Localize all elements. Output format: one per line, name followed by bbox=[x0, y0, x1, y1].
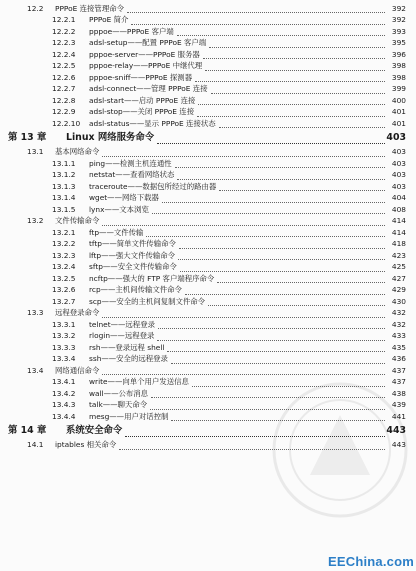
toc-leader-dots bbox=[209, 38, 385, 48]
toc-subsection-entry[interactable] bbox=[0, 342, 416, 354]
toc-entry-number: 13.1.3 bbox=[52, 181, 76, 191]
toc-entry-number: 13.1.2 bbox=[52, 170, 76, 179]
toc-section-entry[interactable] bbox=[0, 3, 416, 14]
toc-entry-number: 13.2 bbox=[27, 216, 44, 225]
toc-entry-title: adsl-connect——管理 PPPoE 连接 bbox=[89, 84, 208, 93]
toc-page-number: 437 bbox=[391, 365, 406, 375]
toc-leader-dots bbox=[158, 319, 385, 329]
toc-leader-dots bbox=[119, 440, 385, 450]
toc-entry-title: 基本网络命令 bbox=[55, 147, 100, 156]
toc-subsection-entry[interactable] bbox=[0, 376, 416, 388]
toc-entry-title: pppoe-relay——PPPoE 中继代理 bbox=[89, 61, 203, 70]
toc-entry-number: 13.1.4 bbox=[52, 193, 76, 202]
toc-entry-title: tftp——简单文件传输命令 bbox=[89, 239, 176, 248]
toc-entry-title: 网络通信命令 bbox=[55, 365, 100, 375]
toc-subsection-entry[interactable] bbox=[0, 83, 416, 95]
toc-entry-title: telnet——远程登录 bbox=[89, 319, 155, 329]
toc-leader-dots bbox=[211, 84, 385, 94]
toc-page-number: 441 bbox=[391, 411, 406, 421]
toc-page-number: 432 bbox=[391, 308, 406, 317]
toc-subsection-entry[interactable] bbox=[0, 49, 416, 61]
toc-leader-dots bbox=[197, 107, 385, 117]
toc-leader-dots bbox=[146, 227, 385, 237]
toc-subsection-entry[interactable] bbox=[0, 95, 416, 107]
toc-entry-title: ftp——文件传输 bbox=[89, 227, 144, 237]
toc-section-entry[interactable] bbox=[0, 307, 416, 319]
toc-subsection-entry[interactable] bbox=[0, 118, 416, 130]
toc-entry-number: 13.1.1 bbox=[52, 158, 76, 168]
toc-page-number: 392 bbox=[391, 3, 406, 13]
toc-page-number: 403 bbox=[391, 158, 406, 168]
toc-entry-number: 13.2.5 bbox=[52, 273, 76, 283]
toc-entry-number: 13.3.1 bbox=[52, 319, 76, 329]
toc-page-number: 403 bbox=[386, 132, 406, 143]
toc-entry-title: 远程登录命令 bbox=[55, 308, 100, 317]
toc-entry-number: 13.2.2 bbox=[52, 239, 76, 248]
toc-subsection-entry[interactable] bbox=[0, 284, 416, 296]
toc-subsection-entry[interactable] bbox=[0, 72, 416, 84]
toc-entry-number: 13.3.2 bbox=[52, 331, 76, 340]
toc-entry-number: 13.3.4 bbox=[52, 354, 76, 363]
toc-subsection-entry[interactable] bbox=[0, 169, 416, 181]
toc-leader-dots bbox=[180, 262, 385, 272]
toc-subsection-entry[interactable] bbox=[0, 411, 416, 423]
toc-leader-dots bbox=[179, 239, 385, 249]
toc-page-number: 432 bbox=[391, 319, 406, 329]
toc-entry-title: ping——检测主机连通性 bbox=[89, 158, 172, 168]
toc-entry-title: traceroute——数据包所经过的路由器 bbox=[89, 181, 217, 191]
toc-entry-number: 13.2.4 bbox=[52, 262, 76, 271]
toc-entry-title: pppoe——PPPoE 客户端 bbox=[89, 26, 174, 36]
toc-page-number: 404 bbox=[391, 193, 406, 202]
toc-subsection-entry[interactable] bbox=[0, 388, 416, 400]
toc-page-number: 429 bbox=[391, 285, 406, 294]
toc-entry-title: adsl-status——显示 PPPoE 连接状态 bbox=[89, 118, 216, 128]
toc-page-number: 430 bbox=[391, 296, 406, 306]
toc-entry-title: sftp——安全文件传输命令 bbox=[89, 262, 177, 271]
toc-leader-dots bbox=[102, 365, 385, 375]
toc-entry-number: 13.2.1 bbox=[52, 227, 76, 237]
toc-entry-title: adsl-setup——配置 PPPoE 客户端 bbox=[89, 38, 207, 47]
toc-entry-number: 13.2.3 bbox=[52, 250, 76, 260]
toc-entry-title: adsl-stop——关闭 PPPoE 连接 bbox=[89, 107, 195, 116]
toc-leader-dots bbox=[162, 193, 385, 203]
toc-entry-number: 13.4.4 bbox=[52, 411, 76, 421]
toc-entry-number: 13.4.3 bbox=[52, 400, 76, 409]
toc-leader-dots bbox=[219, 118, 385, 128]
toc-entry-number: 12.2.6 bbox=[52, 72, 76, 82]
toc-entry-number: 13.3 bbox=[27, 308, 44, 317]
toc-page-number: 414 bbox=[391, 216, 406, 225]
toc-entry-title: scp——安全的主机间复制文件命令 bbox=[89, 296, 206, 306]
toc-entry-title: Linux 网络服务命令 bbox=[66, 132, 155, 143]
toc-section-entry[interactable] bbox=[0, 215, 416, 227]
toc-entry-title: PPPoE 简介 bbox=[89, 15, 129, 24]
toc-page-number: 393 bbox=[391, 26, 406, 36]
toc-leader-dots bbox=[171, 411, 385, 421]
toc-section-entry[interactable] bbox=[0, 439, 416, 451]
toc-page-number: 439 bbox=[391, 400, 406, 409]
toc-subsection-entry[interactable] bbox=[0, 399, 416, 411]
toc-entry-title: ssh——安全的远程登录 bbox=[89, 354, 168, 363]
toc-page-number: 401 bbox=[391, 107, 406, 116]
toc-subsection-entry[interactable] bbox=[0, 106, 416, 118]
toc-page-number: 427 bbox=[391, 273, 406, 283]
toc-entry-title: lynx——文本浏览 bbox=[89, 204, 149, 214]
toc-entry-number: 13.2.7 bbox=[52, 296, 76, 306]
toc-subsection-entry[interactable] bbox=[0, 319, 416, 331]
toc-leader-dots bbox=[125, 427, 385, 437]
toc-entry-title: mesg——用户对话控制 bbox=[89, 411, 169, 421]
toc-subsection-entry[interactable] bbox=[0, 261, 416, 273]
toc-entry-title: PPPoE 连接管理命令 bbox=[55, 3, 124, 13]
toc-leader-dots bbox=[102, 216, 385, 226]
toc-page-number: 403 bbox=[391, 147, 406, 156]
toc-entry-number: 12.2 bbox=[27, 3, 44, 13]
toc-entry-title: wall——公布消息 bbox=[89, 388, 149, 398]
toc-subsection-entry[interactable] bbox=[0, 330, 416, 342]
toc-entry-number: 12.2.8 bbox=[52, 95, 76, 105]
toc-page-number: 437 bbox=[391, 377, 406, 386]
toc-entry-number: 第 13 章 bbox=[8, 132, 47, 143]
toc-leader-dots bbox=[192, 377, 385, 387]
toc-section-entry[interactable] bbox=[0, 146, 416, 158]
toc-leader-dots bbox=[127, 3, 385, 13]
toc-entry-number: 12.2.1 bbox=[52, 15, 76, 24]
toc-subsection-entry[interactable] bbox=[0, 227, 416, 239]
toc-entry-title: iptables 相关命令 bbox=[55, 440, 117, 449]
toc-entry-title: rlogin——远程登录 bbox=[89, 331, 155, 340]
toc-leader-dots bbox=[198, 95, 385, 105]
toc-leader-dots bbox=[152, 204, 385, 214]
toc-page-number: 443 bbox=[386, 425, 406, 436]
toc-entry-title: pppoe-server——PPPoE 服务器 bbox=[89, 49, 200, 59]
toc-leader-dots bbox=[157, 331, 385, 341]
toc-page-number: 400 bbox=[391, 95, 406, 105]
toc-page-number: 418 bbox=[391, 239, 406, 248]
toc-subsection-entry[interactable] bbox=[0, 250, 416, 262]
toc-entry-number: 12.2.10 bbox=[52, 118, 81, 128]
toc-page-number: 401 bbox=[391, 118, 406, 128]
toc-page-number: 403 bbox=[391, 181, 406, 191]
toc-leader-dots bbox=[178, 250, 385, 260]
toc-page-number: 436 bbox=[391, 354, 406, 363]
toc-leader-dots bbox=[167, 342, 385, 352]
toc-entry-number: 12.2.7 bbox=[52, 84, 76, 93]
toc-page-number: 398 bbox=[391, 72, 406, 82]
toc-leader-dots bbox=[131, 15, 385, 25]
toc-page-number: 443 bbox=[391, 440, 406, 449]
toc-leader-dots bbox=[217, 273, 385, 283]
toc-entry-number: 12.2.5 bbox=[52, 61, 76, 70]
toc-entry-title: talk——聊天命令 bbox=[89, 400, 148, 409]
toc-entry-number: 13.2.6 bbox=[52, 285, 76, 294]
toc-subsection-entry[interactable] bbox=[0, 204, 416, 216]
toc-subsection-entry[interactable] bbox=[0, 296, 416, 308]
toc-entry-number: 12.2.2 bbox=[52, 26, 76, 36]
toc-subsection-entry[interactable] bbox=[0, 273, 416, 285]
toc-entry-number: 14.1 bbox=[27, 440, 44, 449]
toc-leader-dots bbox=[203, 49, 385, 59]
toc-entry-title: ncftp——强大的 FTP 客户端程序命令 bbox=[89, 273, 215, 283]
toc-entry-number: 13.4.2 bbox=[52, 388, 76, 398]
toc-entry-title: write——向单个用户发送信息 bbox=[89, 377, 189, 386]
toc-chapter-entry[interactable] bbox=[0, 131, 416, 145]
toc-entry-title: pppoe-sniff——PPPoE 探测器 bbox=[89, 72, 193, 82]
watermark-text: EEChina.com bbox=[328, 554, 414, 569]
toc-page-number: 435 bbox=[391, 342, 406, 352]
toc-page-number: 425 bbox=[391, 262, 406, 271]
toc-leader-dots bbox=[150, 400, 385, 410]
toc-entry-title: 文件传输命令 bbox=[55, 216, 100, 225]
toc-subsection-entry[interactable] bbox=[0, 158, 416, 170]
toc-entry-title: adsl-start——启动 PPPoE 连接 bbox=[89, 95, 196, 105]
toc-chapter-entry[interactable] bbox=[0, 424, 416, 438]
toc-leader-dots bbox=[102, 147, 385, 157]
toc-subsection-entry[interactable] bbox=[0, 192, 416, 204]
toc-page-number: 414 bbox=[391, 227, 406, 237]
toc-entry-title: netstat——查看网络状态 bbox=[89, 170, 175, 179]
table-of-contents bbox=[0, 3, 416, 451]
toc-entry-number: 13.4 bbox=[27, 365, 44, 375]
toc-entry-title: wget——网络下载器 bbox=[89, 193, 159, 202]
toc-page-number: 408 bbox=[391, 204, 406, 214]
toc-page-number: 399 bbox=[391, 84, 406, 93]
toc-leader-dots bbox=[195, 72, 385, 82]
toc-entry-number: 12.2.9 bbox=[52, 107, 76, 116]
toc-leader-dots bbox=[102, 308, 385, 318]
toc-section-entry[interactable] bbox=[0, 365, 416, 377]
toc-leader-dots bbox=[177, 170, 385, 180]
toc-entry-number: 13.1.5 bbox=[52, 204, 76, 214]
toc-entry-title: rcp——主机间传输文件命令 bbox=[89, 285, 182, 294]
toc-leader-dots bbox=[208, 296, 385, 306]
toc-subsection-entry[interactable] bbox=[0, 14, 416, 26]
toc-leader-dots bbox=[185, 285, 385, 295]
toc-leader-dots bbox=[219, 181, 385, 191]
toc-subsection-entry[interactable] bbox=[0, 181, 416, 193]
toc-subsection-entry[interactable] bbox=[0, 37, 416, 49]
toc-page-number: 423 bbox=[391, 250, 406, 260]
toc-entry-title: 系统安全命令 bbox=[66, 425, 123, 436]
toc-page-number: 396 bbox=[391, 49, 406, 59]
toc-entry-title: lftp——强大文件传输命令 bbox=[89, 250, 176, 260]
toc-leader-dots bbox=[177, 26, 385, 36]
toc-subsection-entry[interactable] bbox=[0, 353, 416, 365]
toc-subsection-entry[interactable] bbox=[0, 60, 416, 72]
toc-page-number: 392 bbox=[391, 15, 406, 24]
toc-subsection-entry[interactable] bbox=[0, 238, 416, 250]
toc-entry-number: 12.2.4 bbox=[52, 49, 76, 59]
toc-entry-number: 13.3.3 bbox=[52, 342, 76, 352]
toc-page-number: 403 bbox=[391, 170, 406, 179]
toc-leader-dots bbox=[157, 134, 385, 144]
toc-entry-number: 12.2.3 bbox=[52, 38, 76, 47]
toc-leader-dots bbox=[205, 61, 385, 71]
toc-leader-dots bbox=[171, 354, 385, 364]
toc-leader-dots bbox=[175, 158, 385, 168]
toc-subsection-entry[interactable] bbox=[0, 26, 416, 38]
toc-page-number: 395 bbox=[391, 38, 406, 47]
toc-entry-number: 13.1 bbox=[27, 147, 44, 156]
toc-page-number: 398 bbox=[391, 61, 406, 70]
toc-page-number: 438 bbox=[391, 388, 406, 398]
toc-entry-number: 13.4.1 bbox=[52, 377, 76, 386]
toc-entry-number: 第 14 章 bbox=[8, 425, 47, 436]
toc-entry-title: rsh——登录远程 shell bbox=[89, 342, 165, 352]
toc-page-number: 433 bbox=[391, 331, 406, 340]
toc-leader-dots bbox=[151, 388, 385, 398]
